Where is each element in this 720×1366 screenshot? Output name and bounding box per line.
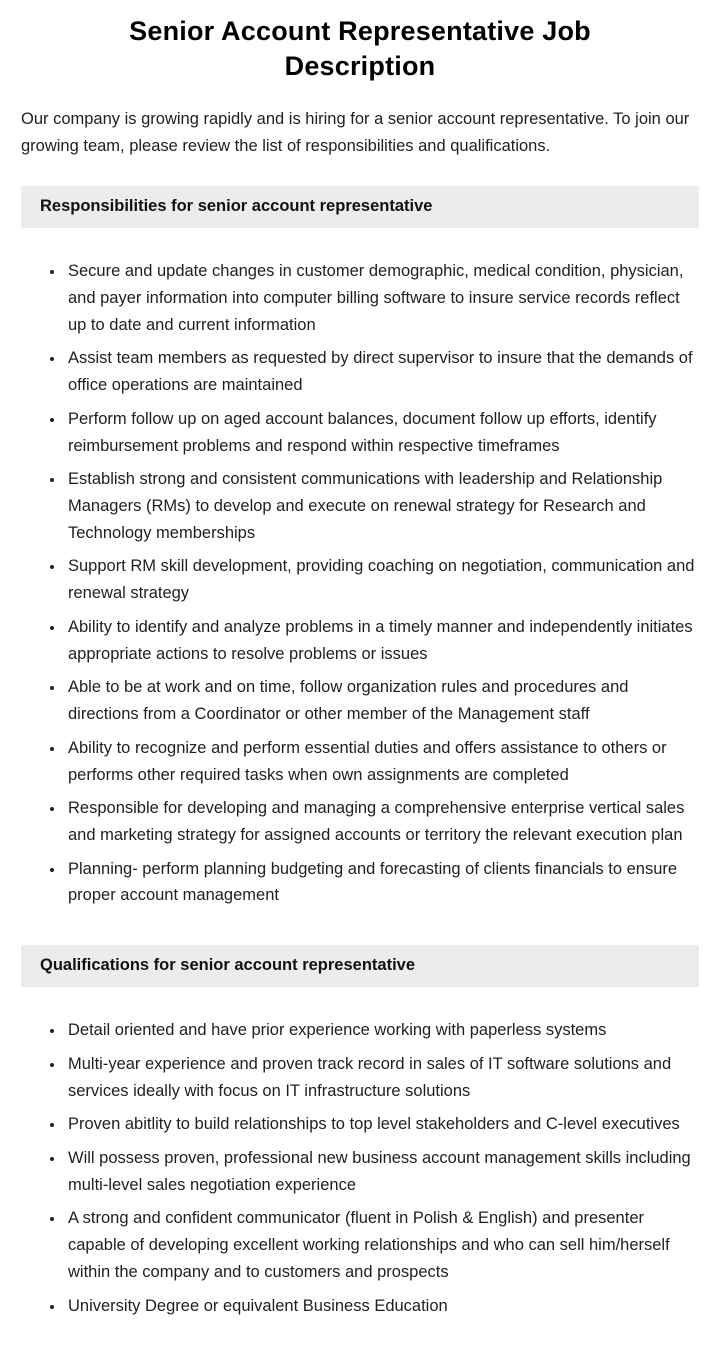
- intro-paragraph: Our company is growing rapidly and is hiring for a senior account representative. To join our growing team, please review the list of responsibilities and qualifications.: [21, 110, 690, 156]
- qualification-list-item: • Detail oriented and have prior experience working with paperless systems: [65, 1017, 699, 1044]
- qualifications-list: [21, 1017, 699, 1319]
- qualification-list-item: • University Degree or equivalent Business Education: [65, 1293, 699, 1320]
- qualification-list-item: • A strong and confident communicator (fluent in Polish & English) and presenter capable of developing excellent working relationships and who can sell him/herself within the company and to customers and prospects: [65, 1205, 699, 1285]
- page-title: Senior Account Representative Job Description: [129, 16, 591, 82]
- responsibility-list-item: • Establish strong and consistent communications with leadership and Relationship Managers (RMs) to develop and execute on renewal strategy for Research and Technology memberships: [65, 466, 699, 546]
- qualifications-section: [21, 945, 699, 1319]
- qualification-list-item: • Proven abitlity to build relationships to top level stakeholders and C-level executives: [65, 1111, 699, 1138]
- responsibility-list-item: • Secure and update changes in customer demographic, medical condition, physician, and payer information into computer billing software to insure service records reflect up to date and current information: [65, 258, 699, 338]
- responsibility-list-item: • Able to be at work and on time, follow organization rules and procedures and directions from a Coordinator or other member of the Management staff: [65, 674, 699, 727]
- responsibility-list-item: • Responsible for developing and managing a comprehensive enterprise vertical sales and marketing strategy for assigned accounts or territory the relevant execution plan: [65, 795, 699, 848]
- responsibilities-section-heading: Responsibilities for senior account representative: [21, 186, 699, 228]
- responsibility-list-item: • Perform follow up on aged account balances, document follow up efforts, identify reimbursement problems and respond within respective timeframes: [65, 406, 699, 459]
- responsibility-list-item: • Planning- perform planning budgeting and forecasting of clients financials to ensure proper account management: [65, 856, 699, 909]
- qualifications-section-heading: Qualifications for senior account representative: [21, 945, 699, 987]
- responsibility-list-item: • Assist team members as requested by direct supervisor to insure that the demands of office operations are maintained: [65, 345, 699, 398]
- responsibility-list-item: • Ability to identify and analyze problems in a timely manner and independently initiates appropriate actions to resolve problems or issues: [65, 614, 699, 667]
- responsibilities-list: [21, 258, 699, 909]
- responsibility-list-item: • Ability to recognize and perform essential duties and offers assistance to others or performs other required tasks when own assignments are completed: [65, 735, 699, 788]
- qualification-list-item: • Multi-year experience and proven track record in sales of IT software solutions and services ideally with focus on IT infrastructure solutions: [65, 1051, 699, 1104]
- responsibilities-section: [21, 186, 699, 909]
- qualification-list-item: • Will possess proven, professional new business account management skills including multi-level sales negotiation experience: [65, 1145, 699, 1198]
- responsibility-list-item: • Support RM skill development, providing coaching on negotiation, communication and renewal strategy: [65, 553, 699, 606]
